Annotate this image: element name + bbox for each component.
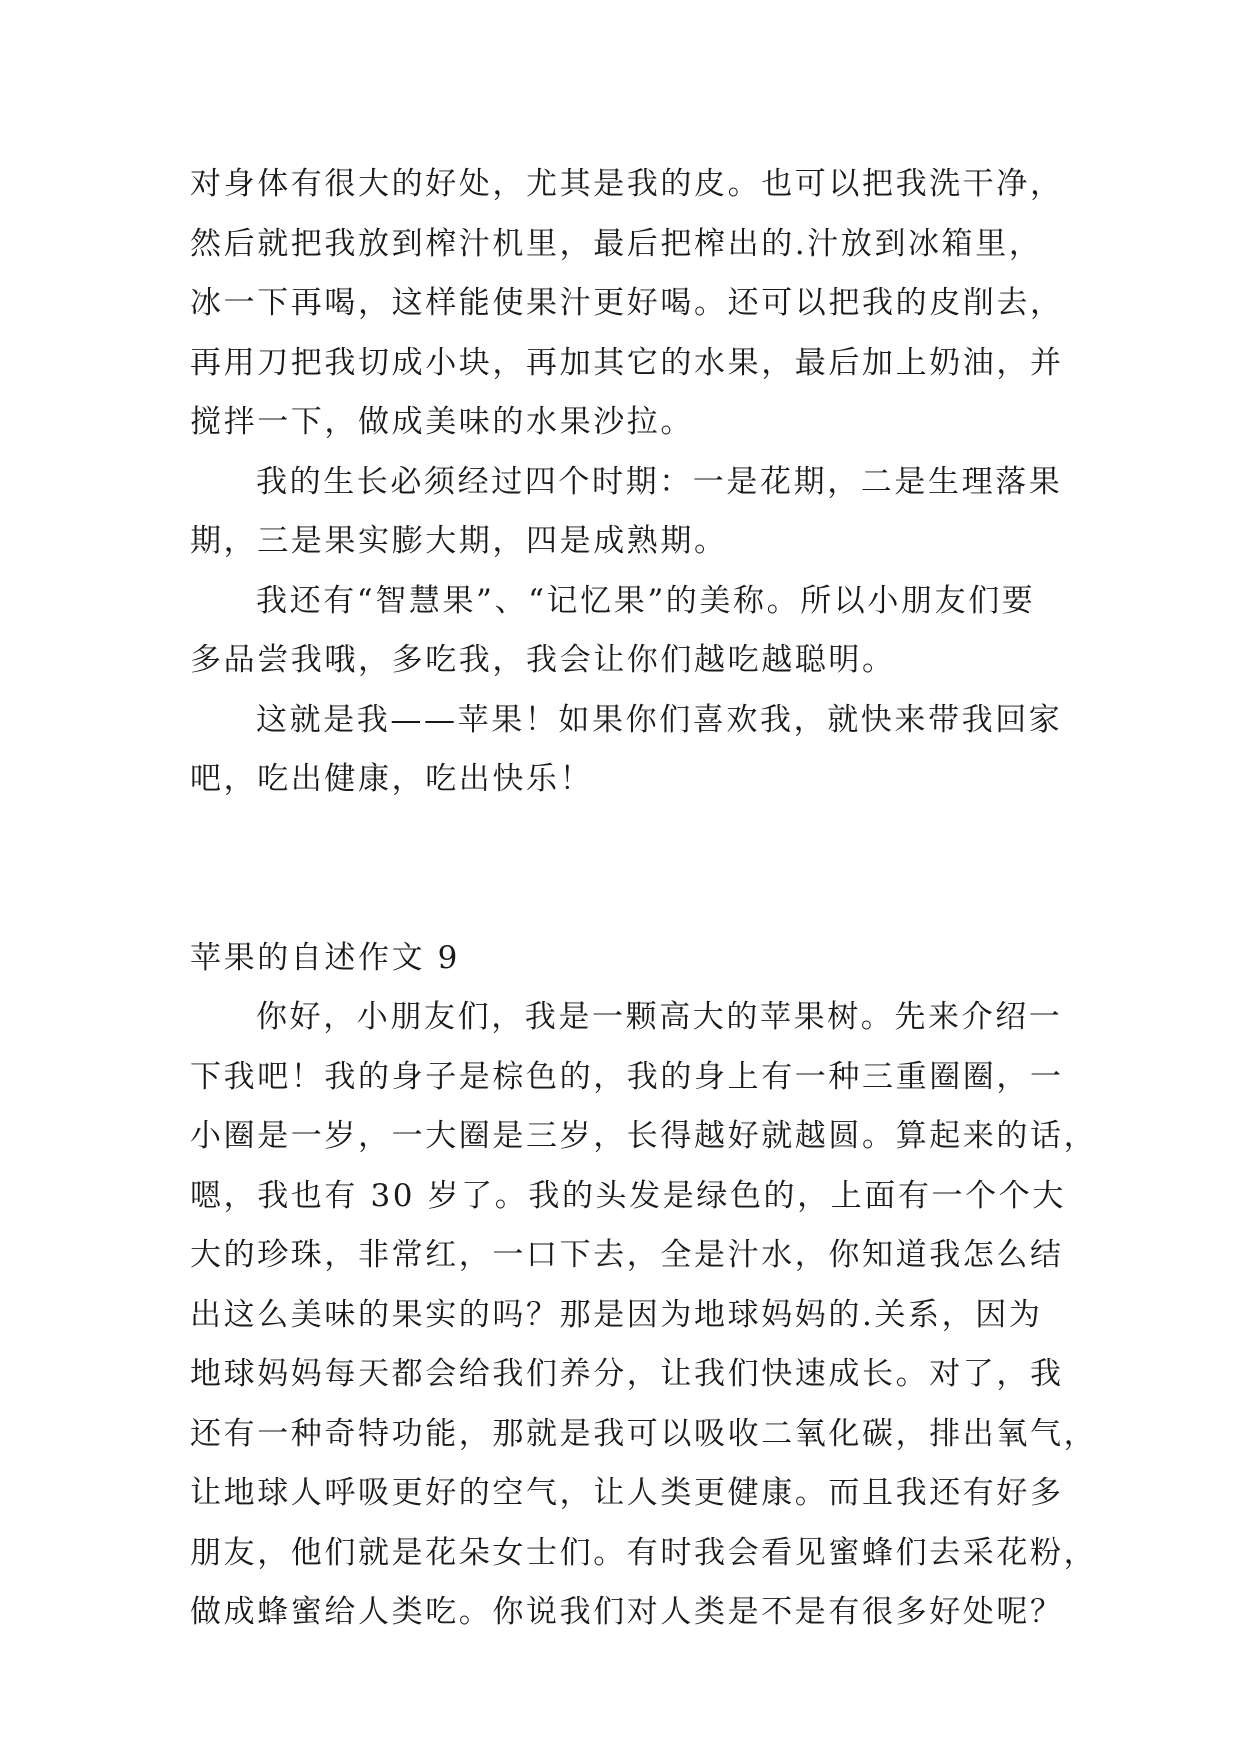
text-line: 下我吧！我的身子是棕色的，我的身上有一种三重圈圈，一 (190, 1058, 1064, 1095)
text-line: 多品尝我哦，多吃我，我会让你们越吃越聪明。 (190, 642, 896, 678)
text-line: 做成蜂蜜给人类吃。你说我们对人类是不是有很多好处呢？ (190, 1594, 1064, 1630)
text-line: 还有一种奇特功能，那就是我可以吸收二氧化碳，排出氧气， (190, 1415, 1098, 1452)
paragraph (190, 988, 1098, 1643)
paragraph (190, 572, 1075, 691)
text-line: 小圈是一岁，一大圈是三岁，长得越好就越圆。算起来的话， (190, 1118, 1098, 1154)
text-line: 冰一下再喝，这样能使果汁更好喝。还可以把我的皮削去， (190, 285, 1064, 321)
text-line: 然后就把我放到榨汁机里，最后把榨出的.汁放到冰箱里， (190, 225, 1043, 262)
document-body (190, 155, 1098, 1643)
paragraph (190, 155, 1075, 453)
text-line: 出这么美味的果实的吗？那是因为地球妈妈的.关系，因为 (190, 1296, 1043, 1333)
text-line: 朋友，他们就是花朵女士们。有时我会看见蜜蜂们去采花粉， (190, 1534, 1098, 1571)
paragraph (190, 691, 1075, 810)
text-line: 让地球人呼吸更好的空气，让人类更健康。而且我还有好多 (190, 1475, 1064, 1511)
text-line: 对身体有很大的好处，尤其是我的皮。也可以把我洗干净， (190, 166, 1064, 202)
text-line: 我的生长必须经过四个时期：一是花期，二是生理落果 (256, 463, 1063, 500)
section-spacer (190, 810, 1075, 929)
paragraph (190, 453, 1075, 572)
text-line: 地球妈妈每天都会给我们养分，让我们快速成长。对了，我 (190, 1356, 1064, 1392)
section-title: 苹果的自述作文 9 (190, 939, 460, 976)
text-line: 再用刀把我切成小块，再加其它的水果，最后加上奶油，并 (190, 344, 1064, 381)
text-line: 你好，小朋友们，我是一颗高大的苹果树。先来介绍一 (256, 999, 1063, 1035)
text-line: 这就是我——苹果！如果你们喜欢我，就快来带我回家 (256, 701, 1063, 738)
text-line: 我还有“智慧果”、“记忆果”的美称。所以小朋友们要 (256, 582, 1036, 619)
text-line: 大的珍珠，非常红，一口下去，全是汁水，你知道我怎么结 (190, 1237, 1064, 1273)
text-line: 嗯，我也有 30 岁了。我的头发是绿色的，上面有一个个大 (190, 1177, 1066, 1214)
text-line: 搅拌一下，做成美味的水果沙拉。 (190, 404, 694, 440)
text-line: 期，三是果实膨大期，四是成熟期。 (190, 523, 728, 559)
text-line: 吧，吃出健康，吃出快乐！ (190, 761, 594, 797)
